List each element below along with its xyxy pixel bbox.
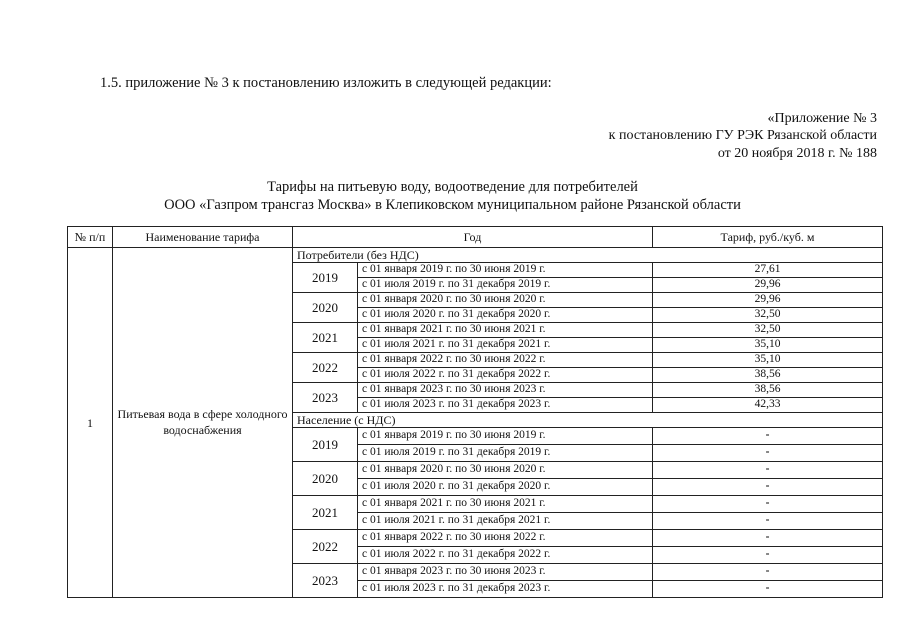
tariff-value-cell: 38,56 [653, 368, 883, 383]
period-cell: с 01 января 2019 г. по 30 июня 2019 г. [358, 428, 653, 445]
period-cell: с 01 января 2021 г. по 30 июня 2021 г. [358, 323, 653, 338]
tariff-value-cell: 42,33 [653, 398, 883, 413]
period-cell: с 01 июля 2023 г. по 31 декабря 2023 г. [358, 581, 653, 598]
amendment-intro: 1.5. приложение № 3 к постановлению изложить в следующей редакции: [100, 75, 552, 91]
period-cell: с 01 июля 2023 г. по 31 декабря 2023 г. [358, 398, 653, 413]
tariff-value-cell: - [653, 445, 883, 462]
tariff-value-cell: 35,10 [653, 338, 883, 353]
appendix-label: «Приложение № 3 [767, 111, 877, 126]
table-group-row [68, 248, 883, 263]
row-number: 1 [68, 248, 113, 598]
year-cell: 2022 [293, 530, 358, 564]
tariff-value-cell: - [653, 581, 883, 598]
year-cell: 2022 [293, 353, 358, 383]
tariff-value-cell: - [653, 513, 883, 530]
year-cell: 2021 [293, 496, 358, 530]
period-cell: с 01 января 2023 г. по 30 июня 2023 г. [358, 383, 653, 398]
tariff-value-cell: 32,50 [653, 323, 883, 338]
tariff-value-cell: - [653, 428, 883, 445]
year-cell: 2023 [293, 383, 358, 413]
period-cell: с 01 июля 2019 г. по 31 декабря 2019 г. [358, 445, 653, 462]
tariff-table-wrapper [67, 226, 883, 598]
tariff-name: Питьевая вода в сфере холодного водоснабжения [113, 248, 293, 598]
period-cell: с 01 января 2023 г. по 30 июня 2023 г. [358, 564, 653, 581]
header-num: № п/п [68, 227, 113, 248]
document-subtitle: ООО «Газпром трансгаз Москва» в Клепиковском муниципальном районе Рязанской области [164, 197, 741, 213]
tariff-value-cell: - [653, 462, 883, 479]
tariff-value-cell: 29,96 [653, 293, 883, 308]
tariff-value-cell: - [653, 496, 883, 513]
tariff-value-cell: - [653, 564, 883, 581]
year-cell: 2019 [293, 428, 358, 462]
period-cell: с 01 января 2021 г. по 30 июня 2021 г. [358, 496, 653, 513]
period-cell: с 01 июля 2020 г. по 31 декабря 2020 г. [358, 308, 653, 323]
tariff-value-cell: - [653, 479, 883, 496]
tariff-table-body [68, 227, 883, 598]
appendix-resolution: к постановлению ГУ РЭК Рязанской области [608, 128, 877, 143]
header-tariff: Тариф, руб./куб. м [653, 227, 883, 248]
tariff-value-cell: 32,50 [653, 308, 883, 323]
tariff-table [67, 226, 883, 598]
period-cell: с 01 января 2022 г. по 30 июня 2022 г. [358, 530, 653, 547]
document-title: Тарифы на питьевую воду, водоотведение для потребителей [267, 179, 638, 195]
year-cell: 2020 [293, 462, 358, 496]
tariff-value-cell: 27,61 [653, 263, 883, 278]
period-cell: с 01 июля 2022 г. по 31 декабря 2022 г. [358, 547, 653, 564]
tariff-value-cell: - [653, 530, 883, 547]
tariff-value-cell: 38,56 [653, 383, 883, 398]
period-cell: с 01 января 2019 г. по 30 июня 2019 г. [358, 263, 653, 278]
period-cell: с 01 января 2020 г. по 30 июня 2020 г. [358, 293, 653, 308]
period-cell: с 01 января 2022 г. по 30 июня 2022 г. [358, 353, 653, 368]
tariff-value-cell: 35,10 [653, 353, 883, 368]
year-cell: 2023 [293, 564, 358, 598]
period-cell: с 01 июля 2019 г. по 31 декабря 2019 г. [358, 278, 653, 293]
year-cell: 2019 [293, 263, 358, 293]
year-cell: 2020 [293, 293, 358, 323]
consumer-group-label: Потребители (без НДС) [293, 248, 883, 263]
consumer-group-label: Население (с НДС) [293, 413, 883, 428]
table-header-row [68, 227, 883, 248]
period-cell: с 01 июля 2021 г. по 31 декабря 2021 г. [358, 513, 653, 530]
tariff-value-cell: - [653, 547, 883, 564]
period-cell: с 01 июля 2020 г. по 31 декабря 2020 г. [358, 479, 653, 496]
period-cell: с 01 июля 2022 г. по 31 декабря 2022 г. [358, 368, 653, 383]
header-year: Год [293, 227, 653, 248]
tariff-value-cell: 29,96 [653, 278, 883, 293]
period-cell: с 01 января 2020 г. по 30 июня 2020 г. [358, 462, 653, 479]
appendix-date: от 20 ноября 2018 г. № 188 [717, 146, 877, 161]
year-cell: 2021 [293, 323, 358, 353]
header-name: Наименование тарифа [113, 227, 293, 248]
period-cell: с 01 июля 2021 г. по 31 декабря 2021 г. [358, 338, 653, 353]
